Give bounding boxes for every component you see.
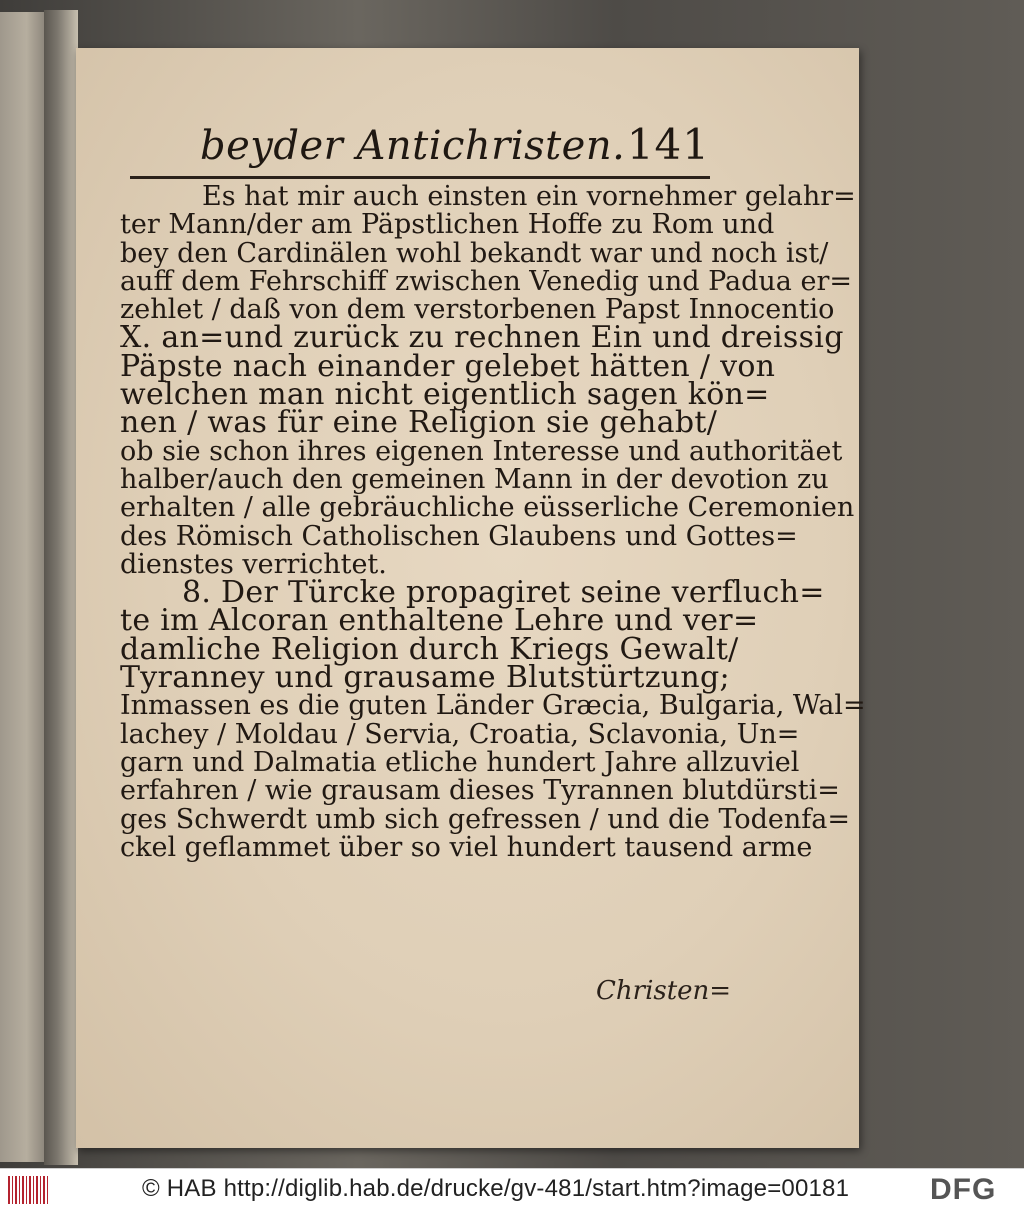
text-line: ges Schwerdt umb sich gefressen / und die Todenfa=	[120, 803, 851, 835]
text-line: ter Mann/der am Päpstlichen Hoffe zu Rom und	[120, 209, 775, 241]
text-line: bey den Cardinälen wohl bekandt war und noch ist/	[120, 237, 829, 269]
copyright-link[interactable]: © HAB http://diglib.hab.de/drucke/gv-481/start.htm?image=00181	[142, 1175, 850, 1202]
body-text	[120, 181, 866, 863]
text-line: ob sie schon ihres eigenen Interesse und authoritäet	[120, 435, 843, 467]
text-line: Päpste nach einander gelebet hätten / von	[120, 348, 776, 384]
text-line: te im Alcoran enthaltene Lehre und ver=	[120, 603, 759, 639]
text-line: zehlet / daß von dem verstorbenen Papst Innocentio	[120, 294, 835, 326]
text-line: Inmassen es die guten Länder Græcia, Bulgaria, Wal=	[120, 690, 866, 722]
header-rule	[130, 176, 710, 179]
text-line: Tyranney und grausame Blutstürtzung;	[120, 660, 730, 696]
text-line: halber/auch den gemeinen Mann in der devotion zu	[120, 463, 829, 495]
text-line: nen / was für eine Religion sie gehabt/	[120, 405, 718, 441]
text-line: 8. Der Türcke propagiret seine verfluch=	[182, 575, 825, 611]
text-line: auff dem Fehrschiff zwischen Venedig und Padua er=	[120, 265, 852, 297]
text-line: ckel geflammet über so viel hundert tausend arme	[120, 831, 813, 863]
text-line: damliche Religion durch Kriegs Gewalt/	[120, 631, 739, 667]
text-line: erfahren / wie grausam dieses Tyrannen blutdürsti=	[120, 775, 840, 807]
text-line: X. an=und zurück zu rechnen Ein und dreissig	[120, 320, 844, 356]
book-spine	[44, 10, 78, 1165]
viewer-footer	[0, 1168, 1024, 1210]
text-line: garn und Dalmatia etliche hundert Jahre allzuviel	[120, 746, 800, 778]
text-line: welchen man nicht eigentlich sagen kön=	[120, 377, 770, 413]
dfg-logo: DFG	[930, 1173, 997, 1206]
running-title: beyder Antichristen.	[200, 123, 626, 169]
text-line: des Römisch Catholischen Glaubens und Gottes=	[120, 520, 798, 552]
barcode-icon	[8, 1176, 48, 1204]
catchword: Christen=	[596, 976, 732, 1006]
text-line: Es hat mir auch einsten ein vornehmer gelahr=	[202, 181, 856, 212]
text-line: dienstes verrichtet.	[120, 548, 387, 580]
facing-page-edge	[0, 12, 46, 1162]
text-line: erhalten / alle gebräuchliche eüsserliche Ceremonien	[120, 492, 855, 524]
page-number: 141	[626, 120, 710, 169]
running-head	[200, 120, 710, 172]
text-line: lachey / Moldau / Servia, Croatia, Sclavonia, Un=	[120, 718, 800, 750]
